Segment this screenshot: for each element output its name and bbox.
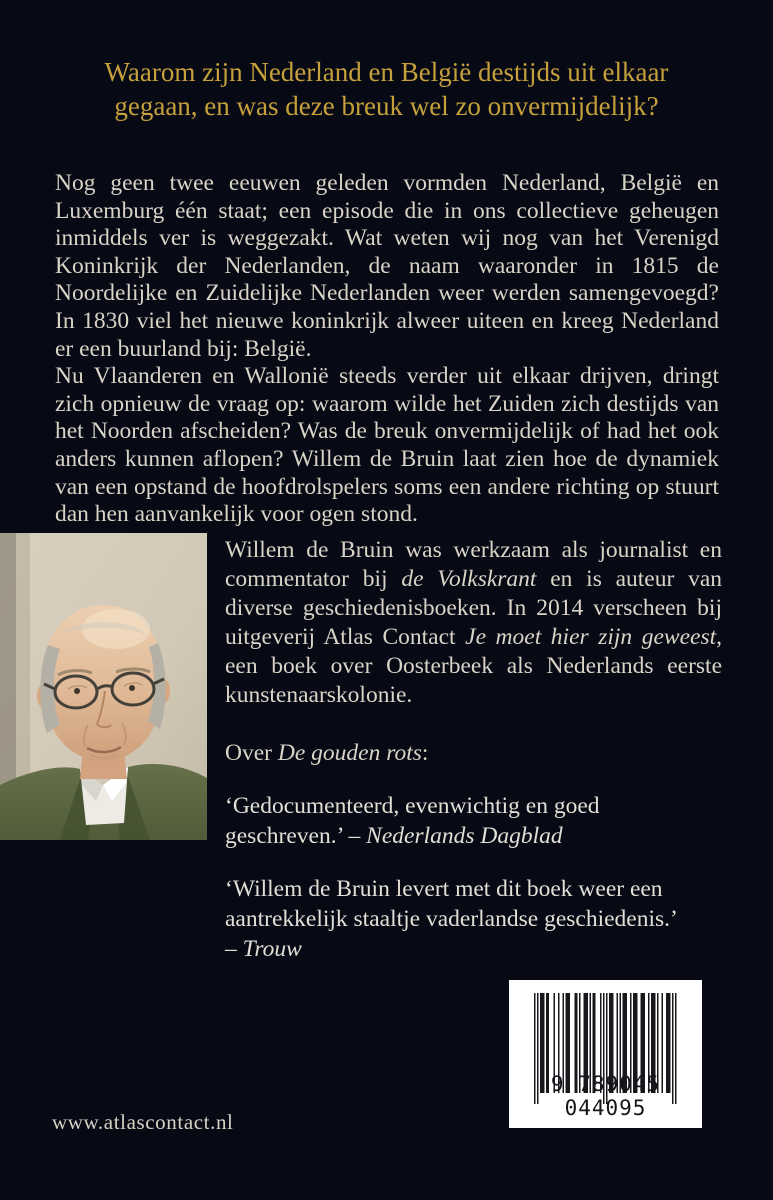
review-quote-2-source: – Trouw <box>225 936 302 962</box>
author-bio-text: Willem de Bruin was werkzaam als journalist en commentator bij de Volkskrant en is auteur van diverse geschiedenisboeken. In 2014 verscheen bij uitgeverij Atlas Contact Je moet hier zijn geweest, een boek over Oosterbeek als Nederlands eerste kunstenaarskolonie. <box>225 537 722 708</box>
review-quote-2-text: ‘Willem de Bruin levert met dit boek weer een aantrekkelijk staaltje vaderlandse geschiedenis.’ <box>225 876 678 932</box>
reviews-heading: Over De gouden rots: <box>225 740 429 766</box>
author-photo <box>0 533 207 840</box>
author-portrait-illustration <box>0 533 207 840</box>
tagline-line-1: Waarom zijn Nederland en België destijds uit elkaar <box>104 57 669 87</box>
review-quote-1: ‘Gedocumenteerd, evenwichtig en goed geschreven.’ – Nederlands Dagblad <box>225 793 600 849</box>
synopsis <box>55 170 719 529</box>
author-bio <box>225 536 722 710</box>
synopsis-paragraph-2: Nu Vlaanderen en Wallonië steeds verder uit elkaar drijven, dringt zich opnieuw de vraag op: waarom wilde het Zuiden zich destijds van het Noorden afscheiden? Was de breuk onvermijdelijk of had het ook anders kunnen aflopen? Willem de Bruin laat zien hoe de dynamiek van een opstand de hoofdrolspelers soms een andere richting op stuurt dan hen aanvankelijk voor ogen stond. <box>55 363 719 528</box>
synopsis-paragraph-1: Nog geen twee eeuwen geleden vormden Nederland, België en Luxemburg één staat; een episode die in ons collectieve geheugen inmiddels ver is weggezakt. Wat weten wij nog van het Verenigd Koninkrijk der Nederlanden, de naam waaronder in 1815 de Noordelijke en Zuidelijke Nederlanden weer werden samengevoegd? In 1830 viel het nieuwe koninkrijk alweer uiteen en kreeg Nederland er een buurland bij: België. <box>55 170 719 362</box>
isbn-number: 9 789045 044095 <box>550 1072 661 1120</box>
publisher-website: www.atlascontact.nl <box>52 1110 234 1134</box>
tagline <box>40 55 733 123</box>
isbn-barcode <box>509 980 702 1128</box>
review-quote-2 <box>225 874 745 964</box>
tagline-line-2: gegaan, en was deze breuk wel zo onvermijdelijk? <box>114 91 659 121</box>
